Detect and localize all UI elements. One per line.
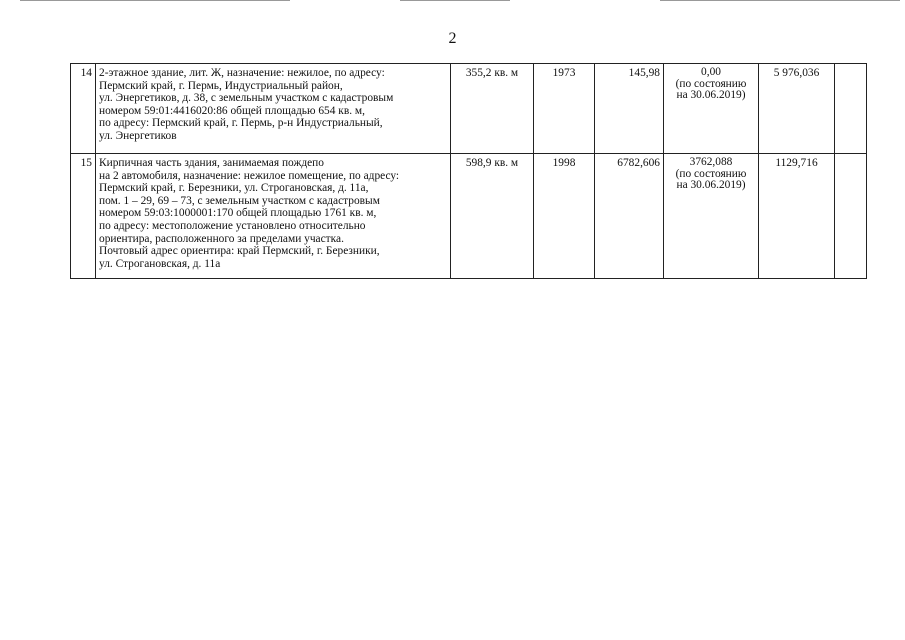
property-area: 598,9 кв. м [451,154,534,279]
page-top-edge-mid [400,0,510,1]
book-value: 145,98 [595,64,664,154]
construction-year: 1998 [534,154,595,279]
construction-year: 1973 [534,64,595,154]
price: 1129,716 [759,154,835,279]
page-top-edge-left [20,0,290,1]
row-number: 14 [71,64,96,154]
residual-value: 3762,088 (по состоянию на 30.06.2019) [664,154,759,279]
table-row [71,154,867,279]
row-number: 15 [71,154,96,279]
price: 5 976,036 [759,64,835,154]
property-area: 355,2 кв. м [451,64,534,154]
book-value: 6782,606 [595,154,664,279]
page-top-edge-right [660,0,900,1]
page-number: 2 [448,30,457,47]
empty-cell [835,154,867,279]
property-description: 2-этажное здание, лит. Ж, назначение: нежилое, по адресу: Пермский край, г. Пермь, Индустриальный район, ул. Энергетиков, д. 38, с земельным участком с кадастровым номером 59:01:4416020:86 общей площадью 654 кв. м, по адресу: Пермский край, г. Пермь, р-н Индустриальный, ул. Энергетиков [96,64,451,154]
residual-value: 0,00 (по состоянию на 30.06.2019) [664,64,759,154]
empty-cell [835,64,867,154]
property-table [70,63,867,279]
property-description: Кирпичная часть здания, занимаемая пождепо на 2 автомобиля, назначение: нежилое помещение, по адресу: Пермский край, г. Березники, ул. Строгановская, д. 11а, пом. 1 – 29, 69 – 73, с земельным участком с кадастровым номером 59:03:1000001:170 общей площадью 1761 кв. м, по адресу: местоположение установлено относительно ориентира, расположенного за пределами участка. Почтовый адрес ориентира: край Пермский, г. Березники, ул. Строгановская, д. 11а [96,154,451,279]
table-row [71,64,867,154]
